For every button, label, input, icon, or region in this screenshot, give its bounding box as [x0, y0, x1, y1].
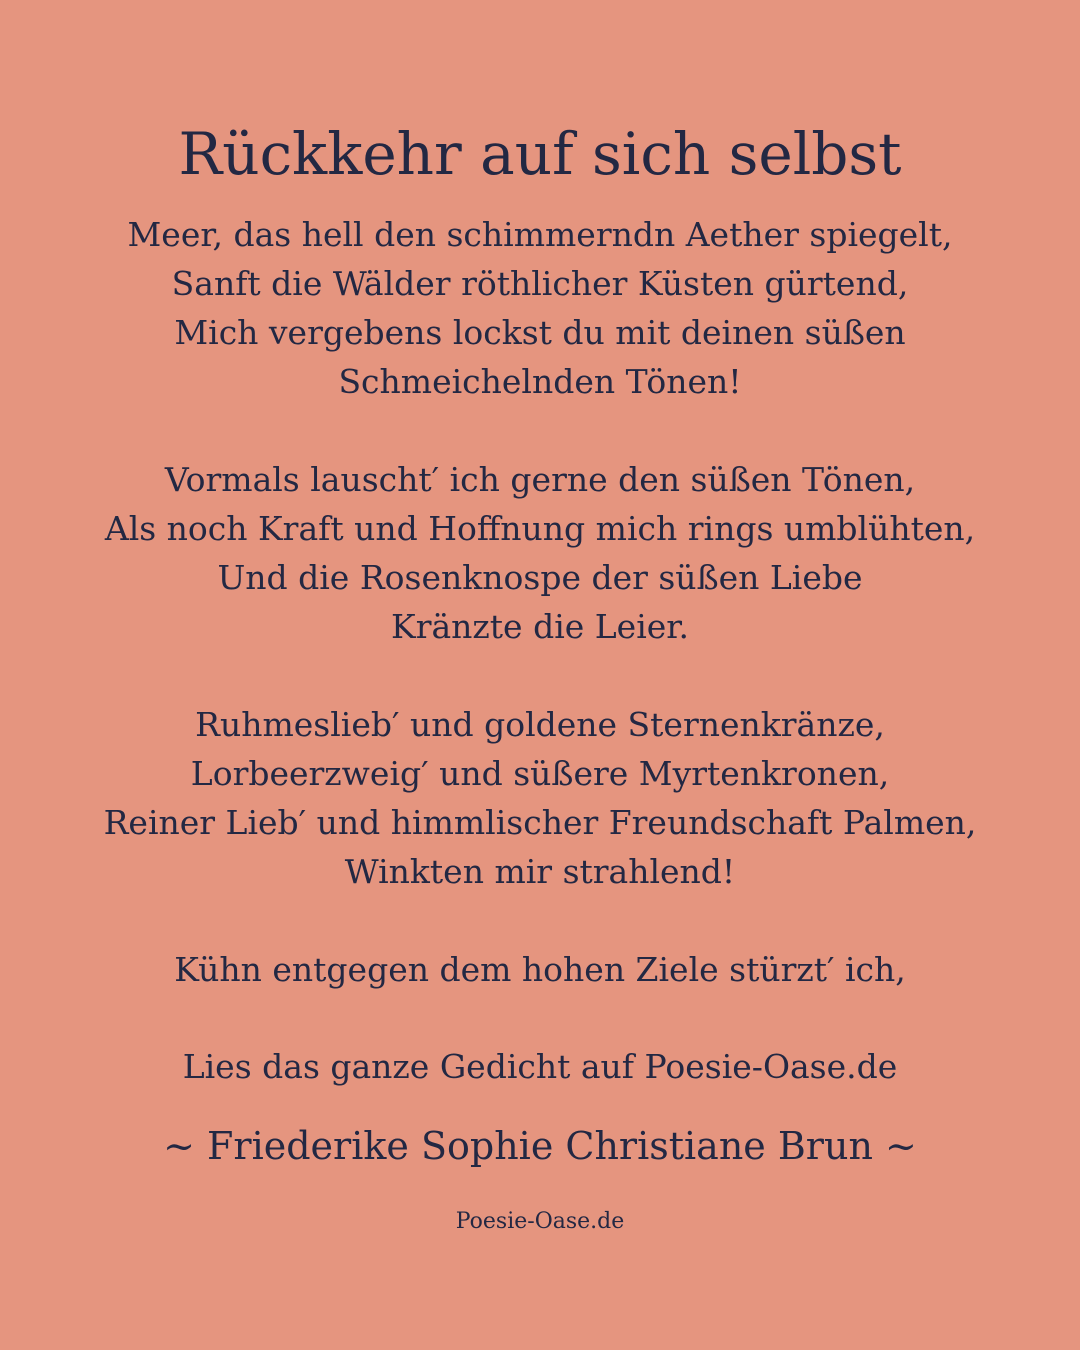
poem-line: Und die Rosenknospe der süßen Liebe — [217, 558, 863, 597]
poem-line: Kühn entgegen dem hohen Ziele stürzt′ ich, — [174, 950, 906, 989]
author-name: ~ Friederike Sophie Christiane Brun ~ — [163, 1124, 917, 1168]
poem-line: Winkten mir strahlend! — [344, 852, 736, 891]
read-more-text: Lies das ganze Gedicht auf Poesie-Oase.de — [182, 1047, 898, 1086]
poem-line: Vormals lauscht′ ich gerne den süßen Tönen, — [164, 460, 916, 499]
stanza — [0, 455, 1080, 651]
poem-line: Schmeichelnden Tönen! — [338, 362, 742, 401]
stanza — [0, 210, 1080, 406]
poem-line: Mich vergebens lockst du mit deinen süßen — [174, 313, 906, 352]
poem-line: Kränzte die Leier. — [391, 607, 689, 646]
poem-line: Reiner Lieb′ und himmlischer Freundschaft Palmen, — [103, 803, 977, 842]
poem-line: Ruhmeslieb′ und goldene Sternenkränze, — [195, 705, 885, 744]
poem-line: Meer, das hell den schimmerndn Aether spiegelt, — [127, 215, 953, 254]
site-watermark: Poesie-Oase.de — [455, 1209, 625, 1234]
poem-line: Lorbeerzweig′ und süßere Myrtenkronen, — [190, 754, 890, 793]
poem-title: Rückkehr auf sich selbst — [178, 120, 902, 188]
poem-line: Als noch Kraft und Hoffnung mich rings umblühten, — [104, 509, 976, 548]
stanza — [0, 700, 1080, 896]
poem-body — [0, 210, 1080, 1043]
poem-line: Sanft die Wälder röthlicher Küsten gürtend, — [171, 264, 909, 303]
stanza — [0, 945, 1080, 994]
